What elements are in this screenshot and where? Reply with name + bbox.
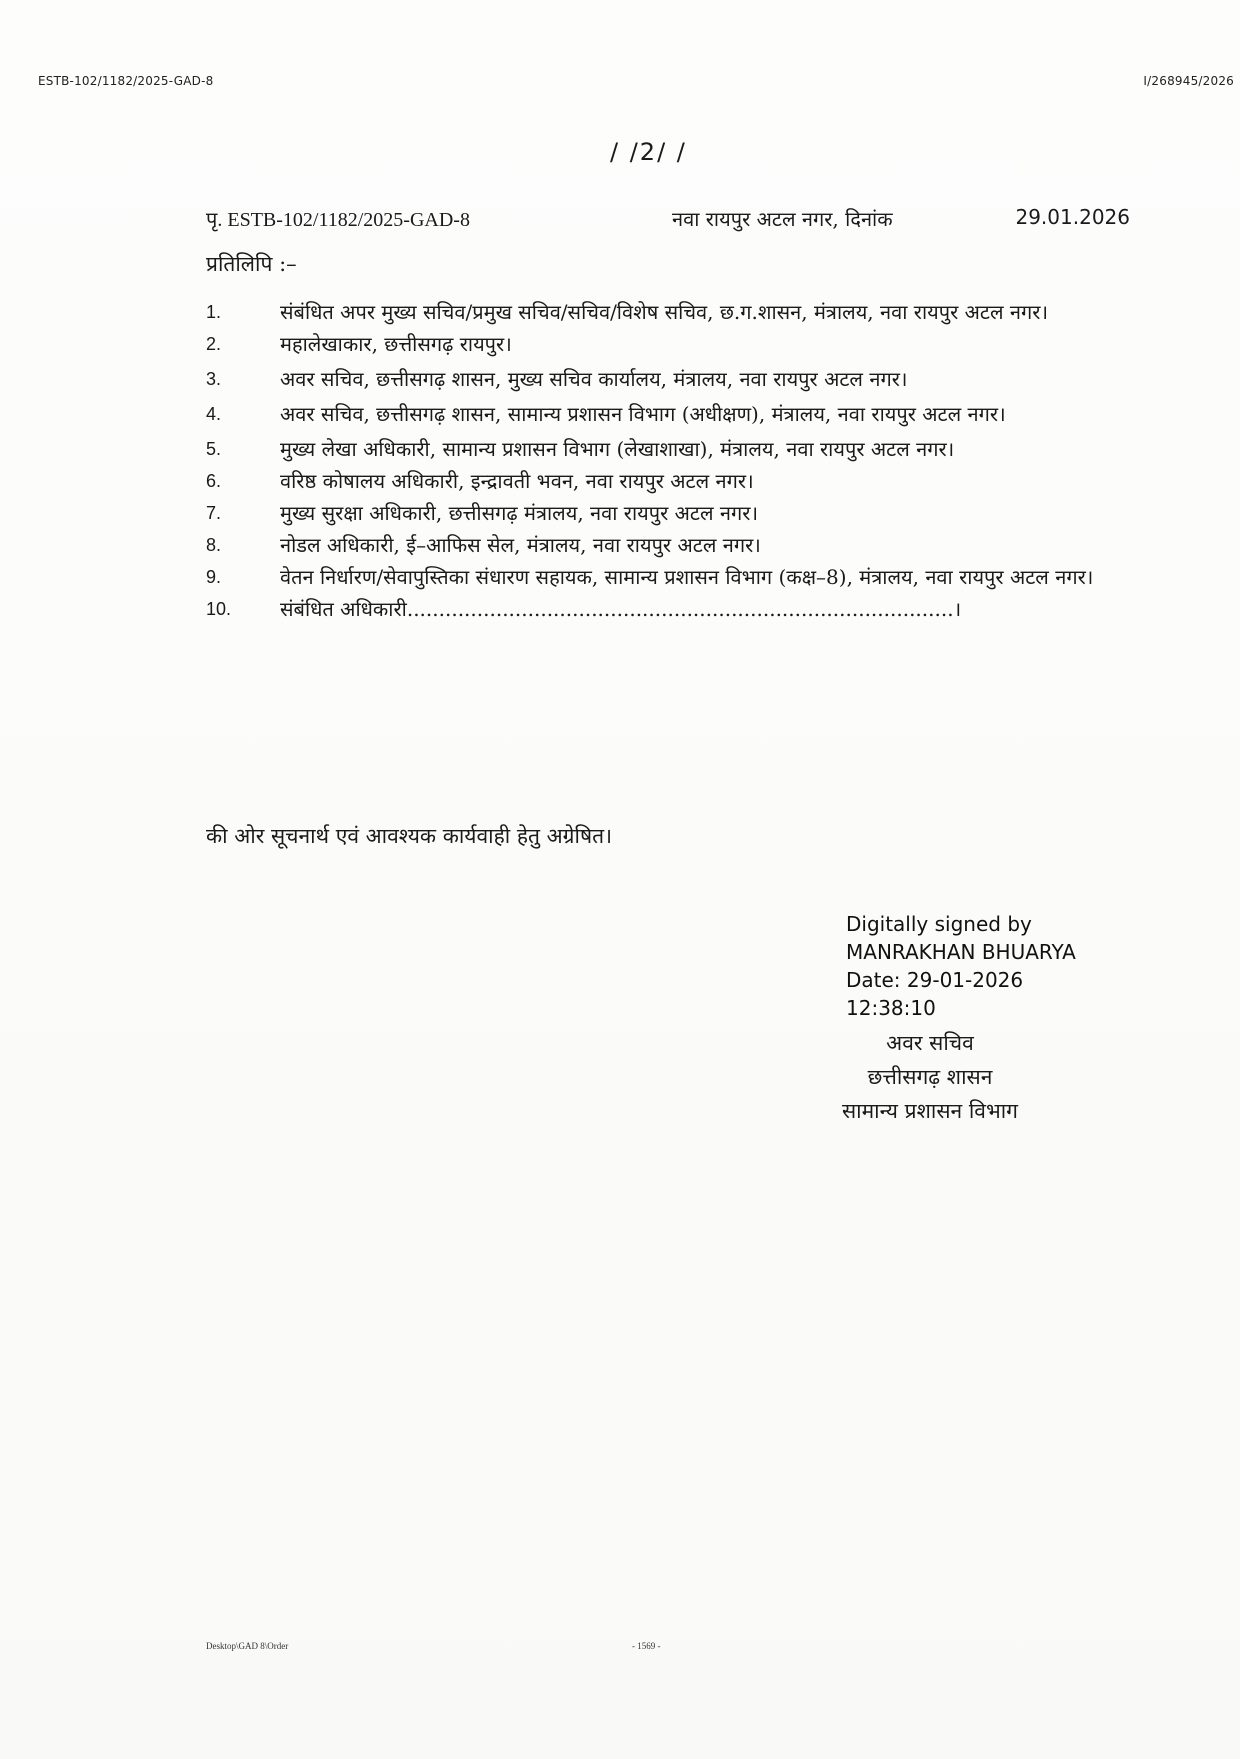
recipient-number: 7. [206, 503, 222, 523]
recipient-item [206, 363, 1130, 395]
recipient-item [206, 398, 1130, 430]
reference-number: पृ. ESTB-102/1182/2025-GAD-8 [206, 209, 470, 231]
page-marker: / /2/ / [610, 138, 687, 166]
recipient-list [206, 296, 1130, 625]
recipient-text: संबंधित अधिकारी......................................................................................। [280, 597, 962, 621]
recipient-item [206, 529, 1130, 561]
recipient-item [206, 296, 1130, 328]
recipient-number: 2. [206, 334, 222, 354]
recipient-text: संबंधित अपर मुख्य सचिव/प्रमुख सचिव/सचिव/विशेष सचिव, छ.ग.शासन, मंत्रालय, नवा रायपुर अटल नगर। [280, 300, 1049, 324]
designation-govt: छत्तीसगढ़ शासन [867, 1065, 993, 1089]
recipient-item [206, 328, 1130, 360]
digital-signature [846, 910, 1076, 1022]
designation-block [810, 1026, 1050, 1128]
designation-title: अवर सचिव [886, 1031, 974, 1055]
recipient-number: 3. [206, 369, 222, 389]
footer-path: Desktop\GAD 8\Order [206, 1641, 289, 1651]
recipient-item [206, 497, 1130, 529]
signature-line: Digitally signed by [846, 912, 1032, 936]
recipient-text: मुख्य लेखा अधिकारी, सामान्य प्रशासन विभाग (लेखाशाखा), मंत्रालय, नवा रायपुर अटल नगर। [280, 437, 955, 461]
recipient-number: 1. [206, 302, 222, 322]
recipient-item [206, 433, 1130, 465]
recipient-text: अवर सचिव, छत्तीसगढ़ शासन, मुख्य सचिव कार्यालय, मंत्रालय, नवा रायपुर अटल नगर। [280, 367, 908, 391]
recipient-text: महालेखाकार, छत्तीसगढ़ रायपुर। [280, 332, 512, 356]
recipient-item [206, 465, 1130, 497]
recipient-text: वरिष्ठ कोषालय अधिकारी, इन्द्रावती भवन, नवा रायपुर अटल नगर। [280, 469, 754, 493]
file-number: ESTB-102/1182/2025-GAD-8 [38, 74, 214, 88]
copy-heading: प्रतिलिपि :– [206, 252, 297, 276]
designation-dept: सामान्य प्रशासन विभाग [841, 1099, 1019, 1123]
recipient-number: 8. [206, 535, 222, 555]
reference-place: नवा रायपुर अटल नगर, दिनांक [672, 207, 893, 231]
recipient-number: 9. [206, 567, 222, 587]
recipient-number: 4. [206, 404, 222, 424]
recipient-number: 6. [206, 471, 222, 491]
recipient-text: नोडल अधिकारी, ई–आफिस सेल, मंत्रालय, नवा रायपुर अटल नगर। [280, 533, 761, 557]
recipient-text: वेतन निर्धारण/सेवापुस्तिका संधारण सहायक, सामान्य प्रशासन विभाग (कक्ष–8), मंत्रालय, नवा रायपुर अटल नगर। [280, 565, 1094, 589]
footer-page-number: - 1569 - [632, 1641, 661, 1651]
recipient-item [206, 561, 1130, 593]
reference-date: 29.01.2026 [1015, 205, 1130, 229]
signature-time: 12:38:10 [846, 996, 936, 1020]
recipient-number: 10. [206, 599, 232, 619]
forward-line: की ओर सूचनार्थ एवं आवश्यक कार्यवाही हेतु अग्रेषित। [206, 824, 613, 848]
recipient-text: मुख्य सुरक्षा अधिकारी, छत्तीसगढ़ मंत्रालय, नवा रायपुर अटल नगर। [280, 501, 759, 525]
recipient-item [206, 593, 1130, 625]
signer-name: MANRAKHAN BHUARYA [846, 940, 1076, 964]
receipt-number: I/268945/2026 [1143, 74, 1234, 88]
signature-date: Date: 29-01-2026 [846, 968, 1024, 992]
recipient-number: 5. [206, 439, 222, 459]
recipient-text: अवर सचिव, छत्तीसगढ़ शासन, सामान्य प्रशासन विभाग (अधीक्षण), मंत्रालय, नवा रायपुर अटल नगर। [280, 402, 1006, 426]
